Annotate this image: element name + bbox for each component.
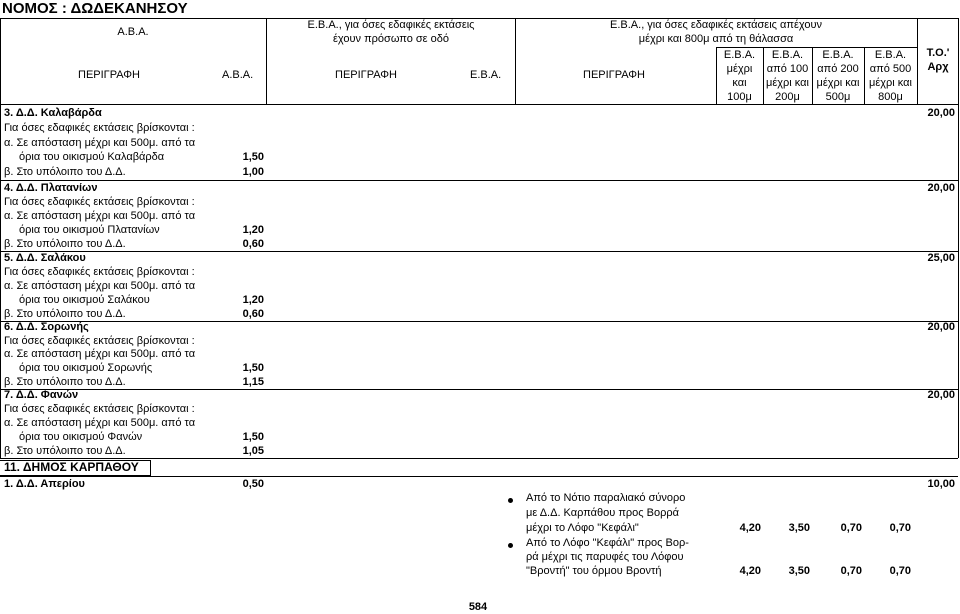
row-divider: [0, 458, 958, 459]
dimos-box: [0, 460, 151, 476]
aba-value-b: 1,05: [242, 445, 264, 457]
header-perigrafi-3: ΠΕΡΙΓΡΑΦΗ: [583, 69, 645, 81]
header-sub1-l1: Ε.Β.Α.: [723, 49, 756, 61]
header-sub3-l3: μέχρι και: [816, 77, 860, 89]
eba-100-value: 4,20: [739, 565, 761, 577]
eba-500-value: 0,70: [840, 565, 862, 577]
header-sub1-l2: μέχρι: [726, 63, 753, 75]
desc1-line1: Από το Νότιο παραλιακό σύνορο: [526, 492, 686, 504]
header-sub4-l1: Ε.Β.Α.: [874, 49, 907, 61]
table-right-border: [958, 18, 959, 458]
header-sub3-l2: από 200: [817, 63, 859, 75]
section-intro: Για όσες εδαφικές εκτάσεις βρίσκονται :: [4, 196, 195, 208]
header-road-group-line1: Ε.Β.Α., για όσες εδαφικές εκτάσεις: [307, 19, 475, 31]
line-a2: όρια του οικισμού Φανών: [19, 431, 143, 443]
aba-value-a: 1,20: [242, 224, 264, 236]
to-value: 20,00: [927, 107, 955, 119]
section-title: 5. Δ.Δ. Σαλάκου: [4, 252, 86, 264]
line-a2: όρια του οικισμού Σαλάκου: [19, 294, 150, 306]
row-divider: [0, 476, 958, 477]
eba-800-value: 0,70: [889, 565, 911, 577]
header-aba-col: Α.Β.Α.: [222, 69, 254, 81]
header-perigrafi-1: ΠΕΡΙΓΡΑΦΗ: [78, 69, 140, 81]
header-sub2-l3: μέχρι και: [766, 77, 809, 89]
to-value: 20,00: [927, 182, 955, 194]
bullet-icon: [508, 543, 513, 548]
header-to-arx-l2: Αρχ: [927, 61, 949, 73]
aba-value: 0,50: [242, 478, 264, 490]
section-title: 4. Δ.Δ. Πλατανίων: [4, 182, 98, 194]
line-a2: όρια του οικισμού Πλατανίων: [19, 224, 160, 236]
line-b: β. Στο υπόλοιπο του Δ.Δ.: [4, 376, 126, 388]
eba-100-value: 4,20: [739, 522, 761, 534]
line-a1: α. Σε απόσταση μέχρι και 500μ. από τα: [4, 137, 196, 149]
header-aba-left: Α.Β.Α.: [117, 26, 149, 38]
page-number: 584: [468, 601, 488, 613]
bullet-icon: [508, 498, 513, 503]
section-intro: Για όσες εδαφικές εκτάσεις βρίσκονται :: [4, 266, 195, 278]
line-a1: α. Σε απόσταση μέχρι και 500μ. από τα: [4, 280, 196, 292]
header-eba-col: Ε.Β.Α.: [470, 69, 502, 81]
table-left-border: [0, 18, 1, 458]
aba-value-a: 1,50: [242, 362, 264, 374]
header-sea-group-line2: μέχρι και 800μ από τη θάλασσα: [638, 33, 794, 45]
header-perigrafi-2: ΠΕΡΙΓΡΑΦΗ: [335, 69, 397, 81]
section-title: 1. Δ.Δ. Απερίου: [4, 478, 85, 490]
desc2-line3: "Βροντή" του όρμου Βροντή: [526, 565, 662, 577]
row-divider: [0, 321, 958, 322]
line-b: β. Στο υπόλοιπο του Δ.Δ.: [4, 445, 126, 457]
header-sub4-l2: από 500: [869, 63, 912, 75]
header-sub3-l4: 500μ: [825, 91, 851, 103]
line-b: β. Στο υπόλοιπο του Δ.Δ.: [4, 166, 126, 178]
row-divider: [0, 251, 958, 252]
aba-value-a: 1,50: [242, 431, 264, 443]
desc1-line3: μέχρι το Λόφο "Κεφάλι": [526, 522, 639, 534]
header-sub2-l2: από 100: [766, 63, 809, 75]
section-title: 7. Δ.Δ. Φανών: [4, 389, 79, 401]
desc2-line1: Από το Λόφο "Κεφάλι" προς Βορ-: [526, 537, 689, 549]
to-value: 10,00: [927, 478, 955, 490]
aba-value-b: 0,60: [242, 238, 264, 250]
page-title: ΝΟΜΟΣ : ΔΩΔΕΚΑΝΗΣΟΥ: [2, 0, 188, 17]
line-a2: όρια του οικισμού Σορωνής: [19, 362, 153, 374]
line-a1: α. Σε απόσταση μέχρι και 500μ. από τα: [4, 348, 196, 360]
eba-800-value: 0,70: [889, 522, 911, 534]
line-a1: α. Σε απόσταση μέχρι και 500μ. από τα: [4, 417, 196, 429]
header-sub1-l3: και: [732, 77, 747, 89]
row-divider: [0, 389, 958, 390]
to-value: 20,00: [927, 389, 955, 401]
line-b: β. Στο υπόλοιπο του Δ.Δ.: [4, 308, 126, 320]
section-intro: Για όσες εδαφικές εκτάσεις βρίσκονται :: [4, 403, 195, 415]
header-to-arx-l1: Τ.Ο.': [926, 47, 950, 59]
header-sub2-l4: 200μ: [775, 91, 800, 103]
header-sub3-l1: Ε.Β.Α.: [822, 49, 854, 61]
line-b: β. Στο υπόλοιπο του Δ.Δ.: [4, 238, 126, 250]
to-value: 20,00: [927, 321, 955, 333]
section-intro: Για όσες εδαφικές εκτάσεις βρίσκονται :: [4, 122, 195, 134]
aba-value-b: 1,15: [242, 376, 264, 388]
eba-200-value: 3,50: [788, 522, 810, 534]
to-value: 25,00: [927, 252, 955, 264]
header-sub4-l4: 800μ: [878, 91, 903, 103]
eba-500-value: 0,70: [840, 522, 862, 534]
aba-value-a: 1,20: [242, 294, 264, 306]
desc1-line2: με Δ.Δ. Καρπάθου προς Βορρά: [526, 507, 679, 519]
header-sea-group-line1: Ε.Β.Α., για όσες εδαφικές εκτάσεις απέχουν: [610, 19, 822, 31]
eba-200-value: 3,50: [788, 565, 810, 577]
section-title: 6. Δ.Δ. Σορωνής: [4, 321, 89, 333]
header-sub4-l3: μέχρι και: [869, 77, 912, 89]
dimos-title: 11. ΔΗΜΟΣ ΚΑΡΠΑΘΟΥ: [4, 460, 139, 474]
line-a1: α. Σε απόσταση μέχρι και 500μ. από τα: [4, 210, 196, 222]
header-subgroup-line: [716, 47, 917, 48]
aba-value-b: 1,00: [242, 166, 264, 178]
header-sub1-l4: 100μ: [727, 91, 752, 103]
line-a2: όρια του οικισμού Καλαβάρδα: [19, 151, 165, 163]
header-road-group-line2: έχουν πρόσωπο σε οδό: [333, 33, 449, 45]
aba-value-b: 0,60: [242, 308, 264, 320]
header-bottom-border: [0, 104, 958, 105]
section-intro: Για όσες εδαφικές εκτάσεις βρίσκονται :: [4, 335, 195, 347]
aba-value-a: 1,50: [242, 151, 264, 163]
desc2-line2: ρά μέχρι τις παρυφές του Λόφου: [526, 551, 684, 563]
header-sub2-l1: Ε.Β.Α.: [771, 49, 804, 61]
section-title: 3. Δ.Δ. Καλαβάρδα: [4, 107, 102, 119]
row-divider: [0, 180, 958, 181]
